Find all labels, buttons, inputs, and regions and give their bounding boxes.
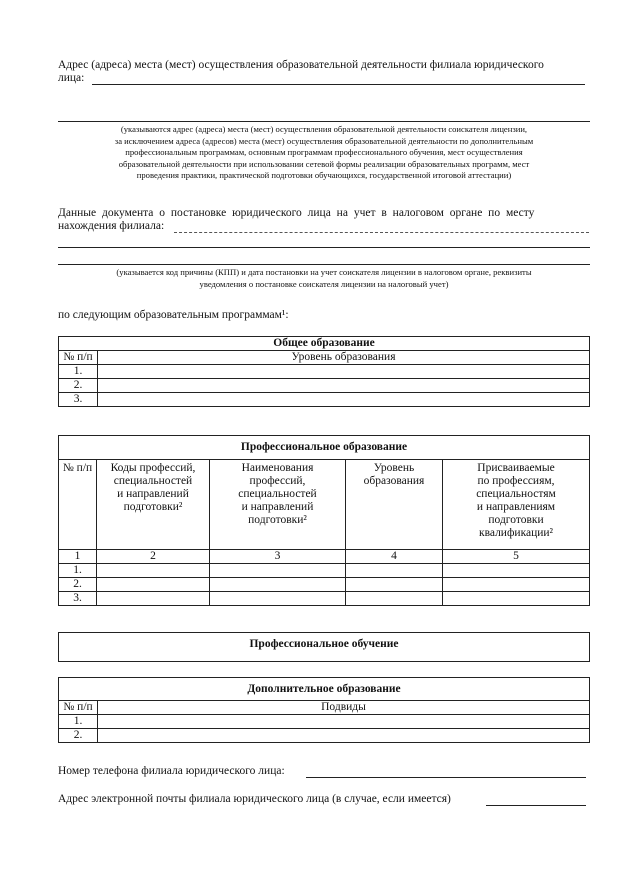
general-col-level: Уровень образования	[98, 351, 590, 365]
phone-input-line[interactable]	[306, 777, 586, 778]
email-label: Адрес электронной почты филиала юридического лица (в случае, если имеется)	[58, 793, 451, 805]
prof-col-names-line: подготовки²	[248, 514, 307, 526]
table-row-num: 1.	[59, 365, 98, 379]
address-note-line: образовательной деятельности при использовании сетевой формы реализации образовательных программ, мест	[118, 158, 530, 169]
prof-col-qual-line: Присваиваемые	[477, 462, 555, 474]
table-row-num: 1.	[59, 564, 97, 578]
tax-input-line-2[interactable]	[58, 247, 590, 248]
table-cell[interactable]	[443, 592, 590, 606]
general-education-table	[58, 336, 590, 407]
table-cell[interactable]	[443, 578, 590, 592]
prof-col-codes-line: и направлений	[117, 488, 189, 500]
professional-education-title: Профессиональное образование	[59, 436, 590, 460]
general-col-num: № п/п	[59, 351, 98, 365]
table-cell[interactable]	[97, 564, 210, 578]
prof-col-names-line: Наименования	[241, 462, 314, 474]
prof-col-level	[346, 460, 443, 550]
prof-col-names-line: специальностей	[238, 488, 317, 500]
table-row-num: 2.	[59, 578, 97, 592]
table-cell[interactable]	[210, 564, 346, 578]
table-cell[interactable]	[210, 592, 346, 606]
table-cell[interactable]	[443, 564, 590, 578]
address-label-line2: лица:	[58, 72, 85, 84]
additional-education-table	[58, 677, 590, 743]
prof-col-number: 5	[443, 550, 590, 564]
address-input-line[interactable]	[92, 84, 585, 85]
phone-label: Номер телефона филиала юридического лица:	[58, 765, 285, 777]
table-cell[interactable]	[346, 592, 443, 606]
address-note-line: (указываются адрес (адреса) места (мест) осуществления образовательной деятельности соискателя лицензии,	[120, 124, 528, 134]
tax-note	[58, 267, 590, 290]
prof-col-codes-line: специальностей	[113, 475, 193, 487]
professional-education-table	[58, 435, 590, 606]
additional-subtype-cell[interactable]	[98, 729, 590, 743]
prof-col-qual-line: по профессиям,	[477, 475, 555, 487]
additional-col-subtypes: Подвиды	[98, 701, 590, 715]
prof-col-number: 1	[59, 550, 97, 564]
table-row-num: 1.	[59, 715, 98, 729]
tax-label-line2: нахождения филиала:	[58, 220, 165, 232]
programs-intro: по следующим образовательным программам¹:	[58, 309, 289, 321]
prof-col-names-line: и направлений	[241, 501, 314, 513]
prof-col-number: 4	[346, 550, 443, 564]
prof-col-num: № п/п	[59, 460, 97, 550]
prof-col-qual-line: подготовки	[488, 514, 544, 526]
vocational-training-title: Профессиональное обучение	[249, 638, 399, 650]
tax-note-line: (указывается код причины (КПП) и дата постановки на учет соискателя лицензии в налоговом органе, реквизиты	[116, 267, 532, 277]
table-cell[interactable]	[210, 578, 346, 592]
prof-col-number: 2	[97, 550, 210, 564]
prof-col-level-line: Уровень	[373, 462, 415, 474]
address-input-line-2[interactable]	[58, 121, 590, 122]
general-level-cell[interactable]	[98, 365, 590, 379]
table-row-num: 3.	[59, 393, 98, 407]
address-note-line: проведения практики, практической подготовки обучающихся, государственной итоговой аттестации)	[136, 170, 512, 180]
prof-col-codes-line: Коды профессий,	[110, 462, 196, 474]
table-cell[interactable]	[97, 578, 210, 592]
general-level-cell[interactable]	[98, 393, 590, 407]
table-row-num: 3.	[59, 592, 97, 606]
address-note	[58, 124, 590, 182]
additional-subtype-cell[interactable]	[98, 715, 590, 729]
tax-input-line-3[interactable]	[58, 264, 590, 265]
address-note-line: за исключением адреса (адресов) места (мест) осуществления образовательной деятельности по дополнительным	[114, 135, 534, 146]
table-row-num: 2.	[59, 379, 98, 393]
address-label-line1: Адрес (адреса) места (мест) осуществления образовательной деятельности филиала юридического	[58, 59, 544, 71]
prof-col-names-line: профессий,	[249, 475, 306, 487]
general-level-cell[interactable]	[98, 379, 590, 393]
prof-col-number: 3	[210, 550, 346, 564]
additional-education-title: Дополнительное образование	[59, 678, 590, 701]
table-cell[interactable]	[97, 592, 210, 606]
tax-input-line[interactable]	[174, 232, 589, 233]
tax-label-line1: Данные документа о постановке юридического лица на учет в налоговом органе по месту	[58, 207, 535, 219]
prof-col-codes	[97, 460, 210, 550]
address-note-line: профессиональным программам, основным программам профессионального обучения, мест осуществления	[125, 147, 523, 157]
prof-col-names	[210, 460, 346, 550]
general-education-title: Общее образование	[59, 337, 590, 351]
prof-col-qualifications	[443, 460, 590, 550]
table-cell[interactable]	[346, 564, 443, 578]
table-cell[interactable]	[346, 578, 443, 592]
tax-note-line: уведомления о постановке соискателя лицензии на налоговый учет)	[199, 278, 449, 289]
additional-col-num: № п/п	[59, 701, 98, 715]
prof-col-codes-line: подготовки²	[123, 501, 183, 513]
table-row-num: 2.	[59, 729, 98, 743]
email-input-line[interactable]	[486, 805, 586, 806]
prof-col-qual-line: специальностям	[476, 488, 556, 500]
prof-col-qual-line: и направлениям	[476, 501, 556, 513]
vocational-training-box	[58, 632, 590, 662]
prof-col-level-line: образования	[363, 475, 425, 487]
prof-col-qual-line: квалификации²	[479, 527, 553, 539]
